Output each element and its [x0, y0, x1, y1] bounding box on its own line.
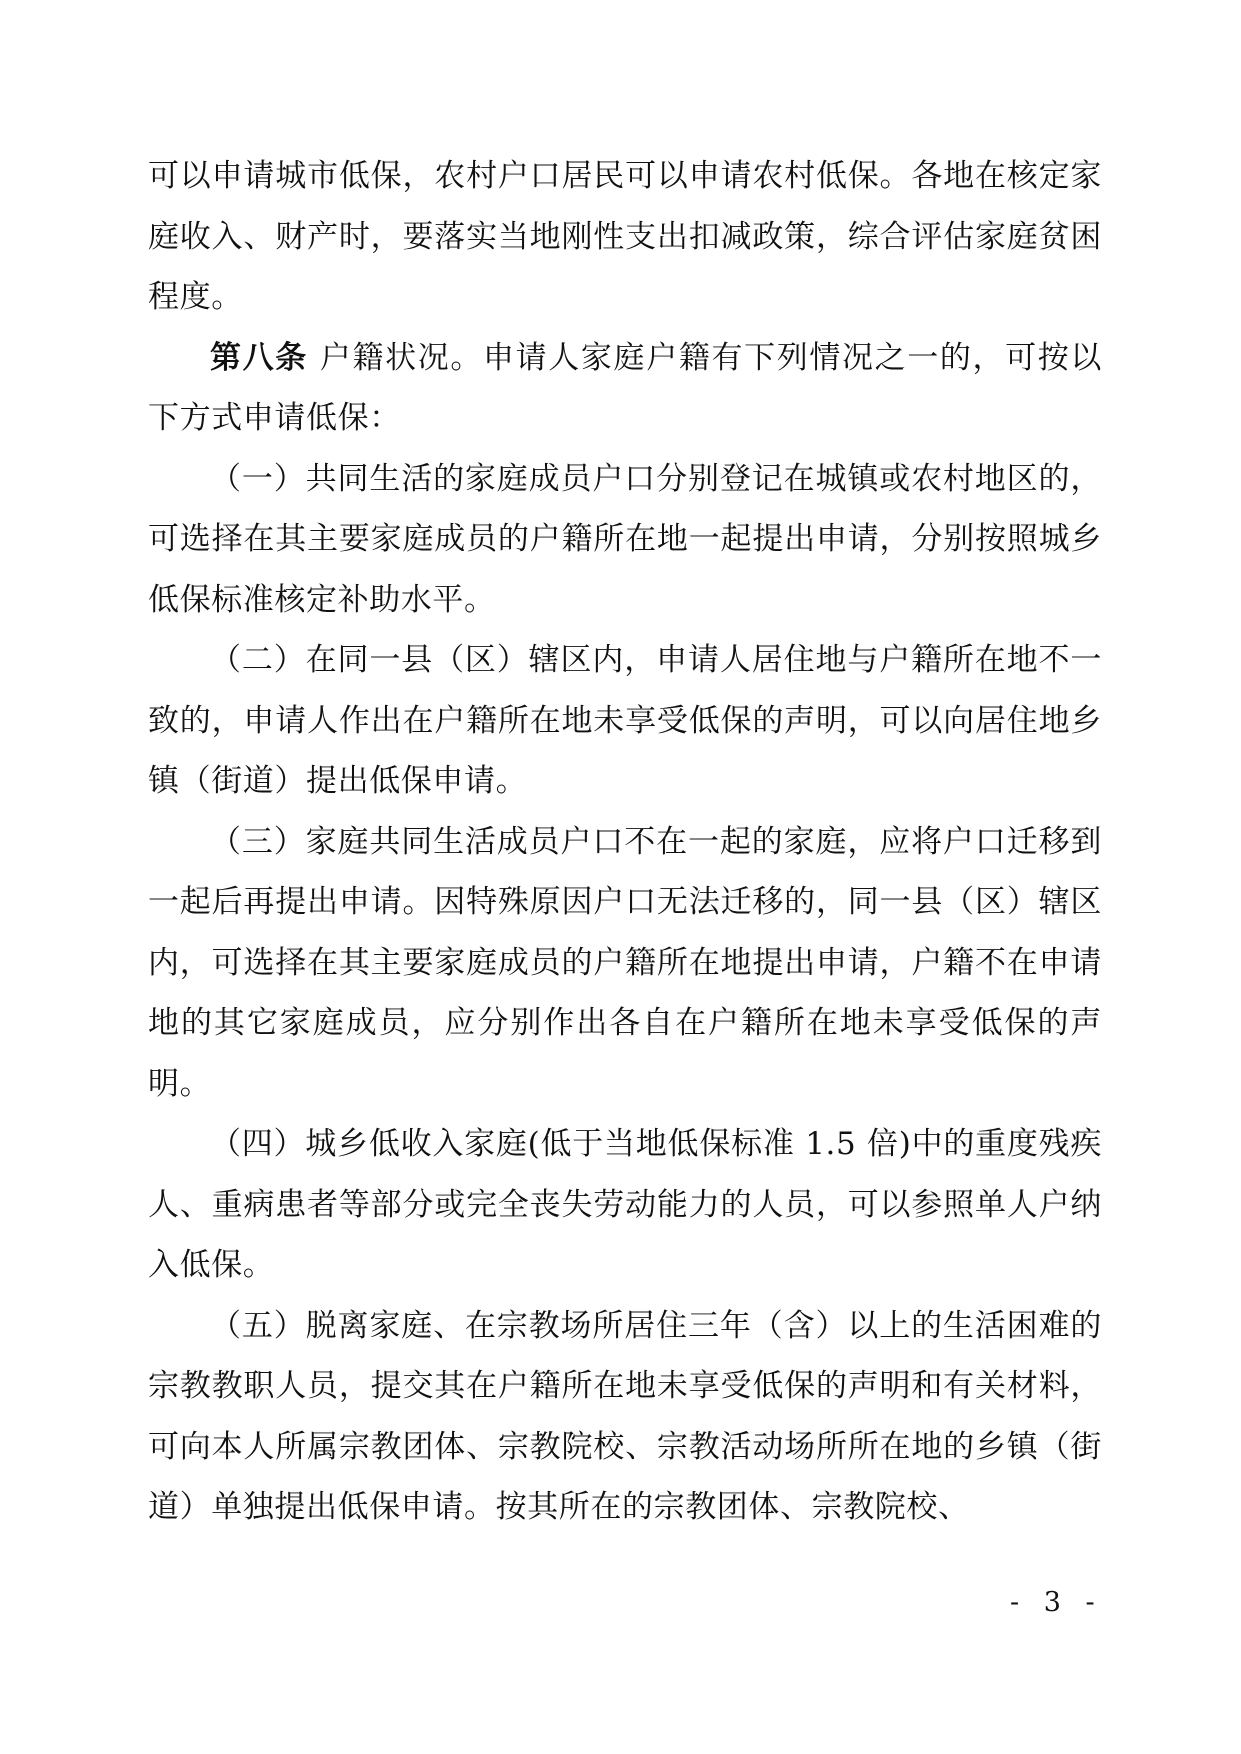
page-number: - 3 -	[1010, 1587, 1103, 1618]
paragraph-item-2: （二）在同一县（区）辖区内，申请人居住地与户籍所在地不一致的，申请人作出在户籍所在地未享受低保的声明，可以向居住地乡镇（街道）提出低保申请。	[148, 642, 1102, 799]
paragraph-continuation: 可以申请城市低保，农村户口居民可以申请农村低保。各地在核定家庭收入、财产时，要落实当地刚性支出扣减政策，综合评估家庭贫困程度。	[148, 158, 1102, 315]
paragraph-item-5: （五）脱离家庭、在宗教场所居住三年（含）以上的生活困难的宗教教职人员，提交其在户籍所在地未享受低保的声明和有关材料，可向本人所属宗教团体、宗教院校、宗教活动场所所在地的乡镇（街道）单独提出低保申请。按其所在的宗教团体、宗教院校、	[148, 1307, 1102, 1525]
document-body	[148, 146, 1102, 1538]
article-heading: 第八条	[210, 339, 308, 376]
article-8-text: 户籍状况。申请人家庭户籍有下列情况之一的，可按以下方式申请低保：	[148, 339, 1102, 436]
paragraph-article-8	[148, 328, 1102, 449]
paragraph-item-3: （三）家庭共同生活成员户口不在一起的家庭，应将户口迁移到一起后再提出申请。因特殊原因户口无法迁移的，同一县（区）辖区内，可选择在其主要家庭成员的户籍所在地提出申请，户籍不在申请地的其它家庭成员，应分别作出各自在户籍所在地未享受低保的声明。	[148, 823, 1102, 1102]
paragraph-item-1: （一）共同生活的家庭成员户口分别登记在城镇或农村地区的，可选择在其主要家庭成员的户籍所在地一起提出申请，分别按照城乡低保标准核定补助水平。	[148, 460, 1102, 618]
paragraph-item-4: （四）城乡低收入家庭(低于当地低保标准 1.5 倍)中的重度残疾人、重病患者等部分或完全丧失劳动能力的人员，可以参照单人户纳入低保。	[148, 1126, 1102, 1283]
